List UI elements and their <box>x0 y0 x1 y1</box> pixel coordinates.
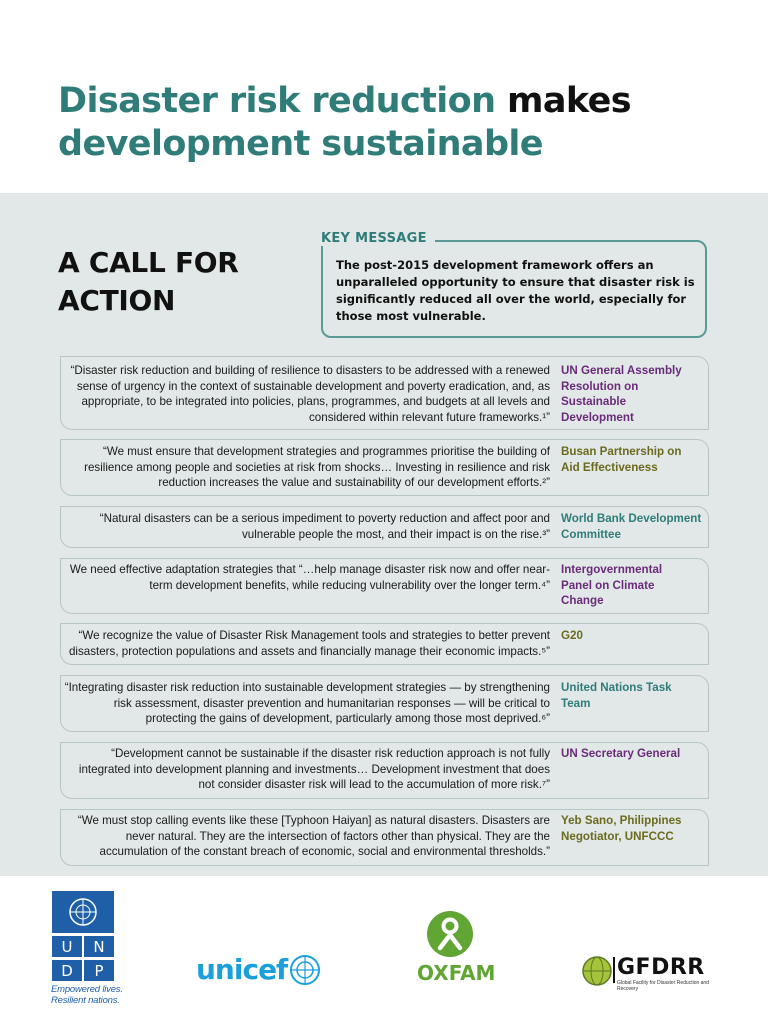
header <box>0 0 768 193</box>
quote-text: “We must stop calling events like these [Typhoon Haiyan] as natural disasters. Disasters are never natural. They are the intersection of factors other than physical. They are the accumulation of the constant breach of economic, social and environmental thresholds.” <box>77 814 550 858</box>
quote-source: G20 <box>561 629 583 642</box>
call-line-1: A CALL FOR <box>58 246 239 279</box>
undp-tagline-line-2: Resilient nations. <box>51 995 120 1006</box>
title-rest: makes <box>495 81 631 121</box>
unicef-emblem-icon <box>286 953 324 987</box>
call-line-2: ACTION <box>58 284 176 317</box>
unicef-logo: unicef <box>196 953 288 986</box>
quote-text: We need effective adaptation strategies that “…help manage disaster risk now and offer near-term development benefits, while reducing vulnerability over the longer term.⁴” <box>69 563 550 592</box>
title-highlight: Disaster risk reduction <box>58 81 496 121</box>
gfdrr-subtitle: Global Facility for Disaster Reduction and Recovery <box>617 980 709 992</box>
undp-logo <box>52 891 114 981</box>
quote-source: Busan Partnership on Aid Effectiveness <box>561 445 682 474</box>
undp-letter: D <box>61 962 73 980</box>
undp-letter: N <box>93 938 105 956</box>
gfdrr-globe-icon <box>581 955 613 987</box>
undp-tagline <box>51 984 123 1006</box>
call-to-action-heading <box>58 244 239 320</box>
undp-letter: P <box>94 962 104 980</box>
page-title <box>58 80 738 166</box>
quote-source: UN Secretary General <box>561 747 681 760</box>
oxfam-emblem-icon <box>426 910 474 958</box>
quote-text: “Natural disasters can be a serious impediment to poverty reduction and affect poor and vulnerable people the most, and their impact is on the rise.³” <box>99 512 550 541</box>
quote-text: “We recognize the value of Disaster Risk Management tools and strategies to better prevent disasters, protection populations and assets and financially manage their economic impacts.⁵” <box>68 629 550 658</box>
quote-source: World Bank Development Committee <box>561 512 702 541</box>
quote-source: Yeb Sano, Philippines Negotiator, UNFCCC <box>561 814 682 843</box>
gfdrr-logo: GFDRR <box>617 955 705 980</box>
quote-source: Intergovernmental Panel on Climate Change <box>561 563 663 607</box>
quote-text: “Integrating disaster risk reduction into sustainable development strategies — by strengthening risk assessment, disaster prevention and humanitarian responses — will be critical to protecting the gains of development, particularly among those most deprived.⁶” <box>64 681 550 725</box>
gfdrr-divider <box>613 957 615 983</box>
quote-text: “Development cannot be sustainable if the disaster risk reduction approach is not fully integrated into development planning and investments… Development investment that does not consider disaster risk will lead to the accumulation of more risk.⁷” <box>78 747 550 791</box>
key-message-text: The post-2015 development framework offers an unparalleled opportunity to ensure that disaster risk is significantly reduced all over the world, especially for those most vulnerable. <box>336 258 695 323</box>
quote-source: United Nations Task Team <box>561 681 672 710</box>
quote-text: “We must ensure that development strategies and programmes prioritise the building of resilience among people and societies at risk from shocks… Investing in resilience and risk reduction increases the value and sustainability of our development efforts.²” <box>84 445 550 489</box>
quote-text: “Disaster risk reduction and building of resilience to disasters to be addressed with a renewed sense of urgency in the context of sustainable development and poverty eradication, and, as appropriate, to be integrated into policies, plans, programmes, and budgets at all levels and considered within relevant future frameworks.¹” <box>70 364 550 424</box>
undp-letter: U <box>61 938 73 956</box>
undp-tagline-line-1: Empowered lives. <box>51 984 123 995</box>
oxfam-logo: OXFAM <box>417 961 496 985</box>
key-message-label: KEY MESSAGE <box>321 231 435 246</box>
title-line-2: development sustainable <box>58 124 543 164</box>
quote-source: UN General Assembly Resolution on Sustainable Development <box>561 364 682 424</box>
